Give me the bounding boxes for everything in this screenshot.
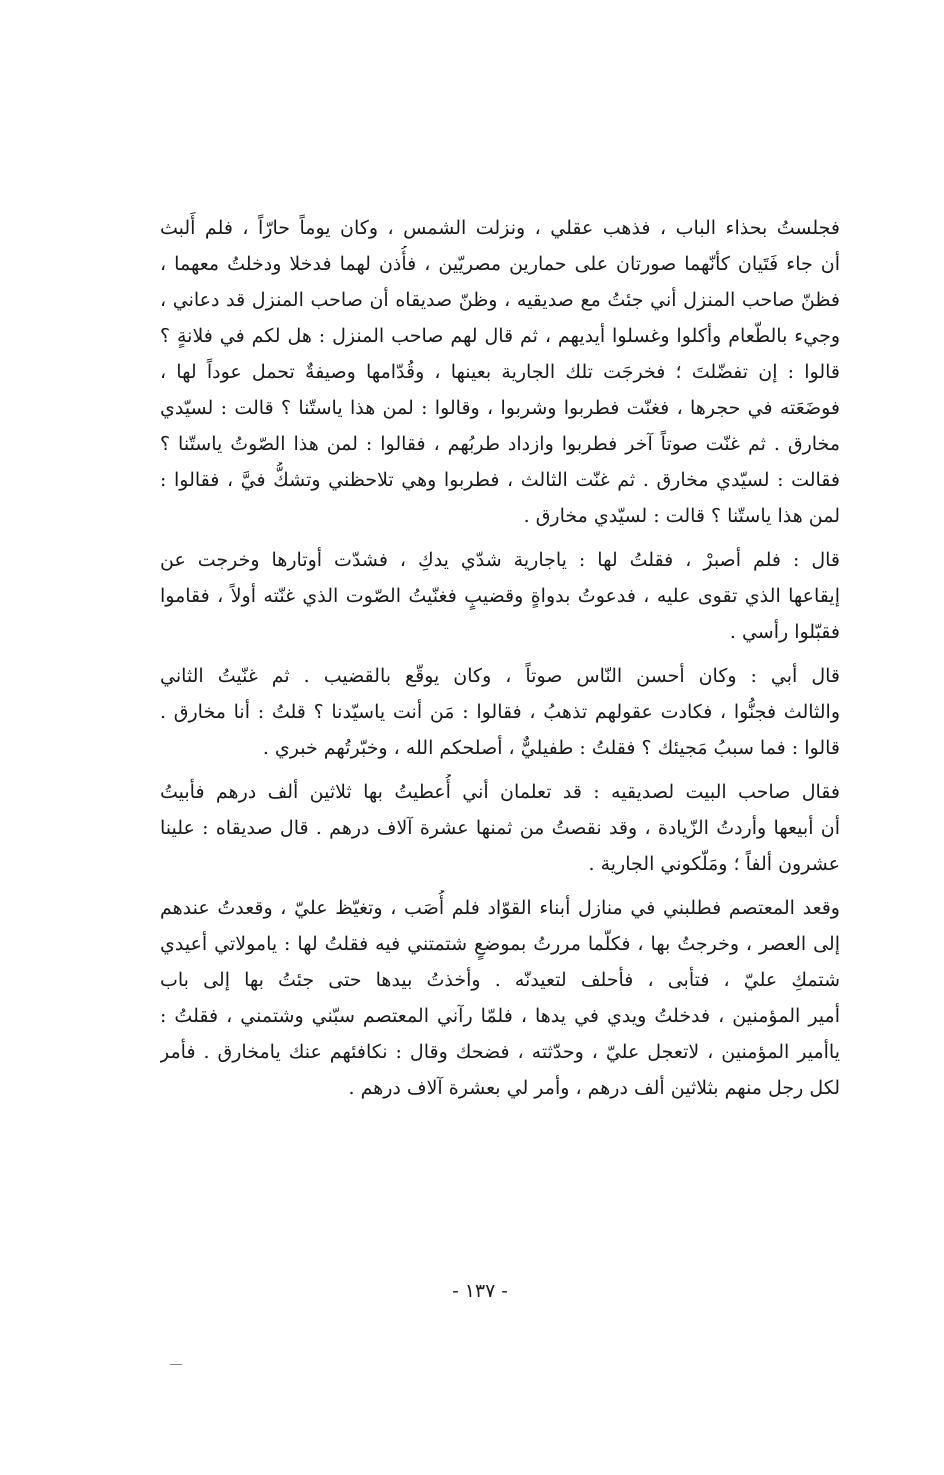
text-line: أمير المؤمنين ، فدخلتُ ويدي في يدها ، فلمّا رآني المعتصم سبّني وشتمني ، فقلتُ : xyxy=(160,1005,840,1027)
text-line: لمن هذا ياستّنا ؟ قالت : لسيّدي مخارق . xyxy=(523,505,840,527)
page-number: - ١٣٧ - xyxy=(452,1280,508,1302)
text-line: أن أبيعها وأردتُ الزّيادة ، وقد نقصتُ من ثمنها عشرة آلاف درهم . قال صديقاه : علينا xyxy=(160,817,840,839)
text-line: قال أبي : وكان أحسن النّاس صوتاً ، وكان يوقّع بالقضيب . ثم غنّيتُ الثاني xyxy=(160,665,840,687)
text-line: مخارق . ثم غنّت صوتاً آخر فطربوا وازداد طربُهم ، فقالوا : لمن هذا الصّوتُ ياستّنا ؟ xyxy=(160,433,840,455)
paragraph-3 xyxy=(160,658,840,766)
text-line: قالوا : إن تفضّلتَ ؛ فخرجَت تلك الجارية بعينها ، وقُدّامها وصيفةٌ تحمل عوداً لها ، xyxy=(160,361,840,383)
text-line: ياأمير المؤمنين ، لاتعجل عليّ ، وحدّثته ، فضحك وقال : نكافئهم عنك يامخارق . فأمر xyxy=(160,1041,840,1063)
text-line: إلى العصر ، وخرجتُ بها ، فكلّما مررتُ بموضعٍ شتمتني فيه فقلتُ لها : يامولاتي أعيدي xyxy=(160,933,840,955)
paragraph-2 xyxy=(160,542,840,650)
text-line: فجلستُ بحذاء الباب ، فذهب عقلي ، ونزلت الشمس ، وكان يوماً حارّاً ، فلم أَلبث xyxy=(160,217,840,239)
text-line: لكل رجل منهم بثلاثين ألف درهم ، وأمر لي بعشرة آلاف درهم . xyxy=(348,1077,840,1099)
paragraph-5 xyxy=(160,890,840,1106)
text-line: شتمكِ عليّ ، فتأبى ، فأحلف لتعيدنّه . وأخذتُ بيدها حتى جئتُ بها إلى باب xyxy=(160,969,840,991)
text-line: فظنّ صاحب المنزل أني جئتُ مع صديقيه ، وظنّ صديقاه أن صاحب المنزل قد دعاني ، xyxy=(160,289,840,311)
text-line: فقبّلوا رأسي . xyxy=(729,621,840,643)
text-line: وجيء بالطّعام وأكلوا وغسلوا أيديهم ، ثم قال لهم صاحب المنزل : هل لكم في فلانةٍ ؟ xyxy=(160,325,840,347)
text-line: قالوا : فما سببُ مَجيئك ؟ فقلتُ : طفيليٌّ ، أصلحكم الله ، وخبّرتُهم خبري . xyxy=(262,737,840,759)
text-line: فوضَعَته في حجرها ، فغنّت فطربوا وشربوا ، وقالوا : لمن هذا ياستّنا ؟ قالت : لسيّدي xyxy=(160,397,840,419)
text-line: فقال صاحب البيت لصديقيه : قد تعلمان أني أُعطيتُ بها ثلاثين ألف درهم فأبيتُ xyxy=(160,781,840,803)
paragraph-1 xyxy=(160,210,840,534)
text-line: وقعد المعتصم فطلبني في منازل أبناء القوّاد فلم أُصَب ، وتغيّظ عليّ ، وقعدتُ عندهم xyxy=(160,897,840,919)
paragraph-4 xyxy=(160,774,840,882)
page-body xyxy=(160,210,840,1106)
text-line: قال : فلم أصبرْ ، فقلتُ لها : ياجارية شدّي يدكِ ، فشدّت أوتارها وخرجت عن xyxy=(160,549,840,571)
text-line: أن جاء فَتَيان كأنّهما صورتان على حمارين مصريّين ، فأُذن لهما فدخلا ودخلتُ معهما ، xyxy=(160,253,840,275)
scan-mark xyxy=(170,1364,182,1365)
text-line: فقالت : لسيّدي مخارق . ثم غنّت الثالث ، فطربوا وهي تلاحظني وتشكُّ فيَّ ، فقالوا : xyxy=(160,469,840,491)
text-line: عشرون ألفاً ؛ ومَلّكوني الجارية . xyxy=(588,853,840,875)
text-line: والثالث فجنُّوا ، فكادت عقولهم تذهبُ ، فقالوا : مَن أنت ياسيّدنا ؟ قلتُ : أنا مخارق . xyxy=(160,701,840,723)
text-line: إيقاعها الذي تقوى عليه ، فدعوتُ بدواةٍ وقضيبٍ فغنّيتُ الصّوت الذي غنّته أولاً ، فقاموا xyxy=(160,585,840,607)
